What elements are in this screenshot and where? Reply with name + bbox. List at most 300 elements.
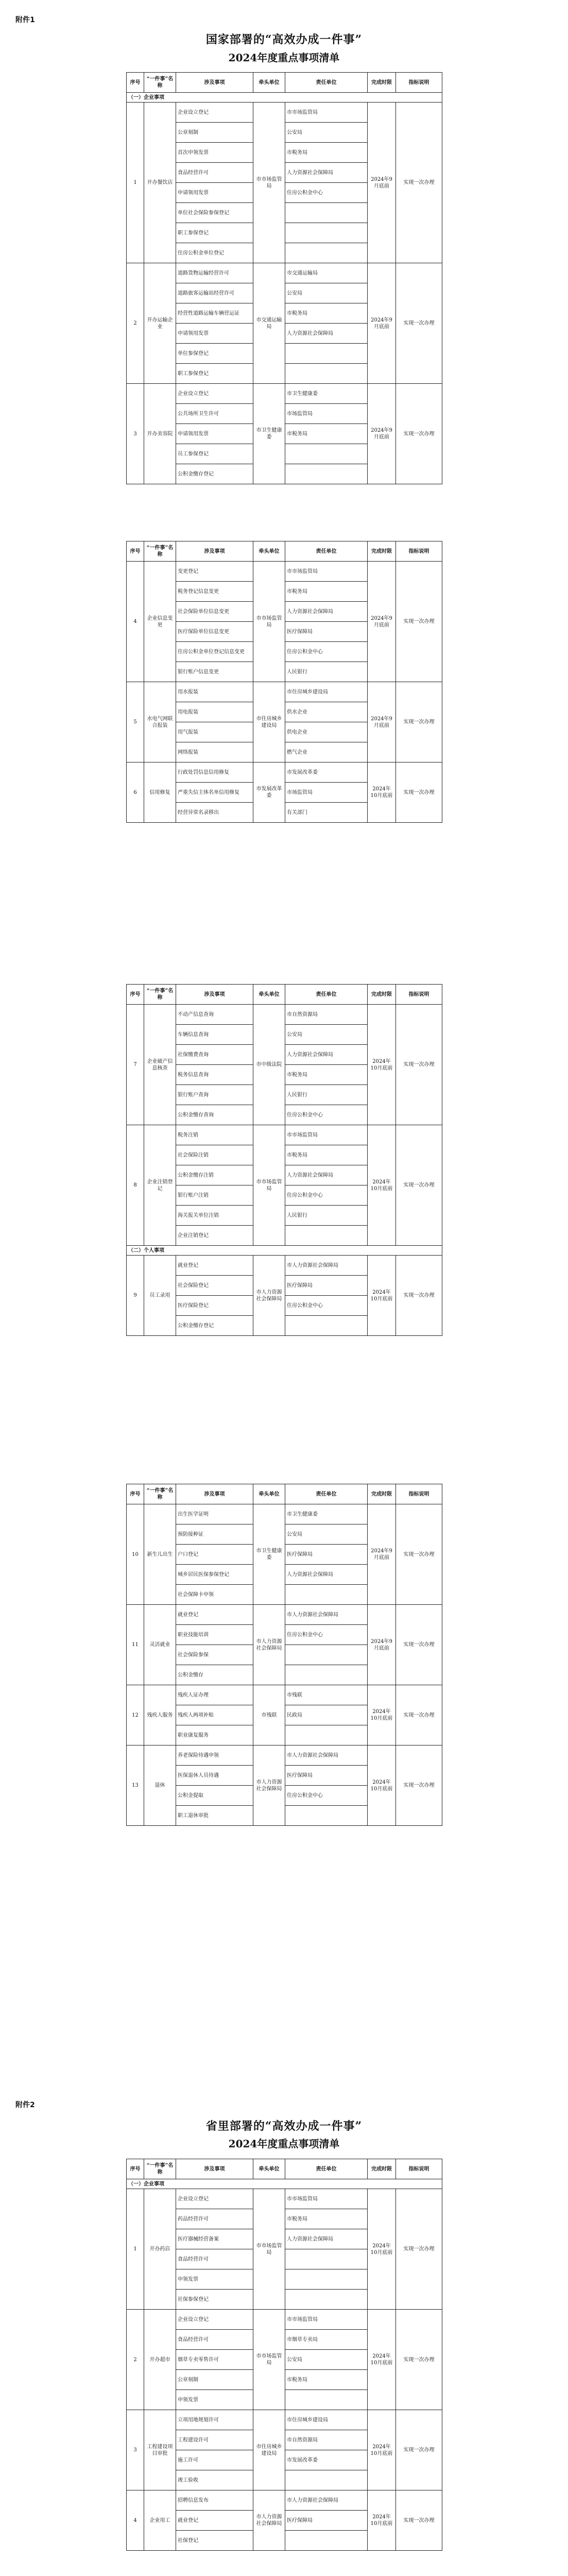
responsible-unit: 市人力资源社会保障局 <box>285 1605 368 1625</box>
column-header: 牵头单位 <box>253 73 285 93</box>
indicator-note: 实现一次办理 <box>396 1005 442 1125</box>
involved-item: 职工参保登记 <box>176 364 253 384</box>
column-header: 指标说明 <box>396 1484 442 1504</box>
indicator-note: 实现一次办理 <box>396 263 442 384</box>
involved-item: 首次申领发票 <box>176 143 253 163</box>
column-header: 序号 <box>127 541 144 562</box>
involved-item: 社保参保登记 <box>176 2290 253 2310</box>
involved-item: 社会保险登记 <box>176 1276 253 1296</box>
row-number: 4 <box>127 2490 144 2551</box>
responsible-unit: 市市场监管局 <box>285 103 368 123</box>
responsible-unit: 公安局 <box>285 1524 368 1545</box>
involved-item: 残疾人两项补贴 <box>176 1705 253 1725</box>
indicator-note: 实现一次办理 <box>396 2310 442 2410</box>
involved-item: 企业设立登记 <box>176 2189 253 2209</box>
lead-unit: 市市场监管局 <box>253 2189 285 2310</box>
table-row <box>127 2410 442 2430</box>
table-row <box>127 2490 442 2511</box>
lead-unit: 市市场监管局 <box>253 562 285 682</box>
involved-item: 企业设立登记 <box>176 103 253 123</box>
deadline: 2024年10月底前 <box>368 1745 396 1826</box>
involved-item: 就业登记 <box>176 1256 253 1276</box>
involved-item: 银行账户信息变更 <box>176 662 253 682</box>
header-row <box>127 541 442 562</box>
responsible-unit: 市场监管局 <box>285 783 368 803</box>
responsible-unit: 市市场监管局 <box>285 2310 368 2330</box>
involved-item: 食品经营许可 <box>176 163 253 183</box>
responsible-unit: 燃气企业 <box>285 742 368 762</box>
column-header: 涉及事项 <box>176 2159 253 2179</box>
column-header: 完成时限 <box>368 1484 396 1504</box>
indicator-note: 实现一次办理 <box>396 1745 442 1826</box>
responsible-unit: 人民银行 <box>285 1085 368 1105</box>
involved-item: 申请领用发票 <box>176 424 253 444</box>
involved-item: 招聘信息发布 <box>176 2490 253 2511</box>
row-number: 6 <box>127 762 144 823</box>
involved-item: 税务注销 <box>176 1125 253 1145</box>
responsible-unit: 市自然资源局 <box>285 1005 368 1025</box>
responsible-unit: 公安局 <box>285 1025 368 1045</box>
indicator-note: 实现一次办理 <box>396 762 442 823</box>
responsible-unit: 人力资源社会保障局 <box>285 2229 368 2249</box>
row-number: 8 <box>127 1125 144 1246</box>
attachment-1-table-part-1 <box>126 72 442 484</box>
responsible-unit-empty <box>285 1806 368 1826</box>
involved-item: 药品经营许可 <box>176 2209 253 2229</box>
lead-unit: 市中级法院 <box>253 1005 285 1125</box>
attachment-1-table-part-4 <box>126 1484 442 1826</box>
indicator-note: 实现一次办理 <box>396 1125 442 1246</box>
involved-item: 行政处罚信息信用修复 <box>176 762 253 783</box>
involved-item: 职工退休审批 <box>176 1806 253 1826</box>
responsible-unit: 市住房城乡建设局 <box>285 2410 368 2430</box>
involved-item: 公章刻制 <box>176 123 253 143</box>
responsible-unit: 医疗保障局 <box>285 1766 368 1786</box>
responsible-unit: 市残联 <box>285 1685 368 1705</box>
lead-unit: 市市场监管局 <box>253 2310 285 2410</box>
deadline: 2024年10月底前 <box>368 1685 396 1745</box>
column-header: 涉及事项 <box>176 985 253 1005</box>
involved-item: 企业注销登记 <box>176 1226 253 1246</box>
indicator-note: 实现一次办理 <box>396 1256 442 1336</box>
involved-item: 道路货物运输经营许可 <box>176 263 253 283</box>
column-header: 牵头单位 <box>253 541 285 562</box>
involved-item: 住房公积金单位登记 <box>176 243 253 263</box>
deadline: 2024年10月底前 <box>368 1005 396 1125</box>
involved-item: 医疗器械经营备案 <box>176 2229 253 2249</box>
involved-item: 医保退休人员待遇 <box>176 1766 253 1786</box>
involved-item: 职业技能培训 <box>176 1625 253 1645</box>
table-row <box>127 2189 442 2209</box>
responsible-unit: 人力资源社会保障局 <box>285 1165 368 1185</box>
responsible-unit: 公安局 <box>285 283 368 303</box>
column-header: “一件事”名称 <box>144 541 176 562</box>
row-number: 11 <box>127 1605 144 1685</box>
responsible-unit-empty <box>285 1316 368 1336</box>
responsible-unit: 人力资源社会保障局 <box>285 1045 368 1065</box>
responsible-unit-empty <box>285 1665 368 1685</box>
row-number: 1 <box>127 2189 144 2310</box>
responsible-unit-empty <box>285 223 368 243</box>
responsible-unit: 有关部门 <box>285 803 368 823</box>
involved-item: 企业设立登记 <box>176 2310 253 2330</box>
responsible-unit: 市发展改革委 <box>285 2450 368 2470</box>
involved-item: 公章刻制 <box>176 2370 253 2390</box>
row-number: 1 <box>127 103 144 263</box>
responsible-unit-empty <box>285 464 368 484</box>
involved-item: 工程建设许可 <box>176 2430 253 2450</box>
involved-item: 企业设立登记 <box>176 384 253 404</box>
responsible-unit-empty <box>285 2531 368 2551</box>
indicator-note: 实现一次办理 <box>396 2189 442 2310</box>
involved-item: 公积金缴存注销 <box>176 1165 253 1185</box>
responsible-unit: 市税务局 <box>285 424 368 444</box>
matter-name: 开办餐饮店 <box>144 103 176 263</box>
column-header: “一件事”名称 <box>144 2159 176 2179</box>
table-row <box>127 1504 442 1524</box>
table-row <box>127 1605 442 1625</box>
responsible-unit: 市人力资源社会保障局 <box>285 2490 368 2511</box>
table-row <box>127 562 442 582</box>
column-header: “一件事”名称 <box>144 985 176 1005</box>
involved-item: 社保登记 <box>176 2531 253 2551</box>
row-number: 4 <box>127 562 144 682</box>
responsible-unit: 市人力资源社会保障局 <box>285 1256 368 1276</box>
table-row <box>127 263 442 283</box>
column-header: “一件事”名称 <box>144 73 176 93</box>
table-page-2 <box>126 541 442 823</box>
row-number: 12 <box>127 1685 144 1745</box>
table-page-1 <box>126 72 442 484</box>
column-header: 指标说明 <box>396 985 442 1005</box>
involved-item: 用电报装 <box>176 702 253 722</box>
row-number: 13 <box>127 1745 144 1826</box>
row-number: 9 <box>127 1256 144 1336</box>
column-header: 序号 <box>127 1484 144 1504</box>
table-row <box>127 682 442 702</box>
responsible-unit: 住房公积金中心 <box>285 183 368 203</box>
indicator-note: 实现一次办理 <box>396 2410 442 2490</box>
header-row <box>127 2159 442 2179</box>
lead-unit: 市卫生健康委 <box>253 1504 285 1605</box>
responsible-unit-empty <box>285 2390 368 2410</box>
section-heading: （一）企业事项 <box>127 93 442 103</box>
involved-item: 严重失信主体名单信用修复 <box>176 783 253 803</box>
matter-name: 员工录用 <box>144 1256 176 1336</box>
deadline: 2024年9月底前 <box>368 562 396 682</box>
deadline: 2024年10月底前 <box>368 2310 396 2410</box>
table-row <box>127 1745 442 1766</box>
indicator-note: 实现一次办理 <box>396 1504 442 1605</box>
table-page-3 <box>126 984 442 1336</box>
responsible-unit: 市税务局 <box>285 2370 368 2390</box>
involved-item: 就业登记 <box>176 2511 253 2531</box>
involved-item: 社保缴费查询 <box>176 1045 253 1065</box>
table-row <box>127 762 442 783</box>
responsible-unit: 市税务局 <box>285 303 368 324</box>
responsible-unit: 人民银行 <box>285 1206 368 1226</box>
responsible-unit-empty <box>285 203 368 223</box>
involved-item: 用气报装 <box>176 722 253 742</box>
table-row <box>127 103 442 123</box>
section-heading: （一）企业事项 <box>127 2179 442 2189</box>
column-header: 序号 <box>127 2159 144 2179</box>
responsible-unit-empty <box>285 364 368 384</box>
column-header: 责任单位 <box>285 541 368 562</box>
row-number: 5 <box>127 682 144 762</box>
attachment-2-subtitle: 2024年度重点事项清单 <box>228 2138 340 2150</box>
responsible-unit: 住房公积金中心 <box>285 1105 368 1125</box>
column-header: “一件事”名称 <box>144 1484 176 1504</box>
lead-unit: 市住房城乡建设局 <box>253 2410 285 2490</box>
involved-item: 职工参保登记 <box>176 223 253 243</box>
involved-item: 公积金缴存查询 <box>176 1105 253 1125</box>
responsible-unit: 人力资源社会保障局 <box>285 1565 368 1585</box>
matter-name: 开办运输企业 <box>144 263 176 384</box>
responsible-unit: 市卫生健康委 <box>285 1504 368 1524</box>
responsible-unit: 公安局 <box>285 123 368 143</box>
involved-item: 养老保险待遇申领 <box>176 1745 253 1766</box>
row-number: 3 <box>127 384 144 484</box>
involved-item: 单位参保登记 <box>176 344 253 364</box>
involved-item: 经营性道路运输车辆营运证 <box>176 303 253 324</box>
involved-item: 社会保险单位信息变更 <box>176 602 253 622</box>
column-header: 涉及事项 <box>176 541 253 562</box>
table-row <box>127 1256 442 1276</box>
responsible-unit: 市税务局 <box>285 582 368 602</box>
responsible-unit: 市自然资源局 <box>285 2430 368 2450</box>
column-header: 责任单位 <box>285 1484 368 1504</box>
section-row <box>127 2179 442 2189</box>
responsible-unit: 住房公积金中心 <box>285 1296 368 1316</box>
matter-name: 新生儿出生 <box>144 1504 176 1605</box>
responsible-unit: 市场监管局 <box>285 404 368 424</box>
indicator-note: 实现一次办理 <box>396 2490 442 2551</box>
responsible-unit-empty <box>285 444 368 464</box>
lead-unit: 市人力资源社会保障局 <box>253 1605 285 1685</box>
header-row <box>127 1484 442 1504</box>
column-header: 牵头单位 <box>253 985 285 1005</box>
responsible-unit: 公安局 <box>285 2350 368 2370</box>
responsible-unit-empty <box>285 2249 368 2269</box>
involved-item: 城乡居民医保参保登记 <box>176 1565 253 1585</box>
deadline: 2024年9月底前 <box>368 1605 396 1685</box>
table-row <box>127 384 442 404</box>
involved-item: 食品经营许可 <box>176 2330 253 2350</box>
indicator-note: 实现一次办理 <box>396 682 442 762</box>
table-row <box>127 1685 442 1705</box>
responsible-unit: 市交通运输局 <box>285 263 368 283</box>
responsible-unit-empty <box>285 243 368 263</box>
attachment-1-table-part-2 <box>126 541 442 823</box>
responsible-unit-empty <box>285 2290 368 2310</box>
responsible-unit: 供水企业 <box>285 702 368 722</box>
column-header: 涉及事项 <box>176 73 253 93</box>
deadline: 2024年9月底前 <box>368 682 396 762</box>
matter-name: 退休 <box>144 1745 176 1826</box>
attachment-2-label: 附件2 <box>15 2101 35 2109</box>
column-header: 完成时限 <box>368 985 396 1005</box>
involved-item: 税务登记信息变更 <box>176 582 253 602</box>
row-number: 2 <box>127 263 144 384</box>
responsible-unit: 市市场监管局 <box>285 2189 368 2209</box>
indicator-note: 实现一次办理 <box>396 1605 442 1685</box>
involved-item: 申领发票 <box>176 2269 253 2290</box>
involved-item: 不动产信息查询 <box>176 1005 253 1025</box>
responsible-unit-empty <box>285 2269 368 2290</box>
column-header: 完成时限 <box>368 541 396 562</box>
involved-item: 出生医学证明 <box>176 1504 253 1524</box>
column-header: 牵头单位 <box>253 2159 285 2179</box>
involved-item: 残疾人证办理 <box>176 1685 253 1705</box>
involved-item: 银行账户查询 <box>176 1085 253 1105</box>
matter-name: 企业信息变更 <box>144 562 176 682</box>
involved-item: 医疗保险登记 <box>176 1296 253 1316</box>
responsible-unit: 住房公积金中心 <box>285 1786 368 1806</box>
lead-unit: 市人力资源社会保障局 <box>253 1256 285 1336</box>
table-page-5 <box>126 2159 442 2551</box>
row-number: 2 <box>127 2310 144 2410</box>
indicator-note: 实现一次办理 <box>396 103 442 263</box>
involved-item: 社会保障卡申领 <box>176 1585 253 1605</box>
involved-item: 社会保险参保 <box>176 1645 253 1665</box>
involved-item: 公积金提取 <box>176 1786 253 1806</box>
involved-item: 银行账户注销 <box>176 1185 253 1206</box>
column-header: 责任单位 <box>285 73 368 93</box>
involved-item: 申请领用发票 <box>176 183 253 203</box>
column-header: 指标说明 <box>396 541 442 562</box>
involved-item: 海关报关单位注销 <box>176 1206 253 1226</box>
matter-name: 信用修复 <box>144 762 176 823</box>
responsible-unit-empty <box>285 1585 368 1605</box>
matter-name: 灵活就业 <box>144 1605 176 1685</box>
responsible-unit: 市税务局 <box>285 143 368 163</box>
responsible-unit: 供电企业 <box>285 722 368 742</box>
lead-unit: 市市场监管局 <box>253 1125 285 1246</box>
matter-name: 工程建设项目审批 <box>144 2410 176 2490</box>
indicator-note: 实现一次办理 <box>396 384 442 484</box>
responsible-unit: 市烟草专卖局 <box>285 2330 368 2350</box>
responsible-unit: 住房公积金中心 <box>285 1185 368 1206</box>
responsible-unit: 民政局 <box>285 1705 368 1725</box>
involved-item: 公共场所卫生许可 <box>176 404 253 424</box>
deadline: 2024年10月底前 <box>368 2410 396 2490</box>
matter-name: 开办美容院 <box>144 384 176 484</box>
responsible-unit-empty <box>285 344 368 364</box>
involved-item: 竣工验收 <box>176 2470 253 2490</box>
deadline: 2024年10月底前 <box>368 762 396 823</box>
header-row <box>127 985 442 1005</box>
involved-item: 社会保险注销 <box>176 1145 253 1165</box>
responsible-unit-empty <box>285 1725 368 1745</box>
responsible-unit: 人力资源社会保障局 <box>285 163 368 183</box>
column-header: 序号 <box>127 985 144 1005</box>
responsible-unit: 医疗保障局 <box>285 2511 368 2531</box>
indicator-note: 实现一次办理 <box>396 1685 442 1745</box>
row-number: 10 <box>127 1504 144 1605</box>
table-row <box>127 2310 442 2330</box>
responsible-unit: 人力资源社会保障局 <box>285 324 368 344</box>
responsible-unit: 市发展改革委 <box>285 762 368 783</box>
involved-item: 员工参保登记 <box>176 444 253 464</box>
responsible-unit: 人民银行 <box>285 662 368 682</box>
involved-item: 就业登记 <box>176 1605 253 1625</box>
involved-item: 公积金缴存登记 <box>176 1316 253 1336</box>
column-header: 序号 <box>127 73 144 93</box>
responsible-unit: 市市场监管局 <box>285 562 368 582</box>
deadline: 2024年10月底前 <box>368 1256 396 1336</box>
responsible-unit: 市税务局 <box>285 1145 368 1165</box>
matter-name: 企业用工 <box>144 2490 176 2551</box>
responsible-unit: 市税务局 <box>285 1065 368 1085</box>
column-header: 指标说明 <box>396 2159 442 2179</box>
column-header: 牵头单位 <box>253 1484 285 1504</box>
section-row <box>127 1246 442 1256</box>
lead-unit: 市残联 <box>253 1685 285 1745</box>
column-header: 指标说明 <box>396 73 442 93</box>
involved-item: 施工许可 <box>176 2450 253 2470</box>
table-row <box>127 1005 442 1025</box>
responsible-unit: 市人力资源社会保障局 <box>285 1745 368 1766</box>
involved-item: 网络报装 <box>176 742 253 762</box>
involved-item: 预防接种证 <box>176 1524 253 1545</box>
column-header: 完成时限 <box>368 2159 396 2179</box>
section-heading: （二）个人事项 <box>127 1246 442 1256</box>
lead-unit: 市人力资源社会保障局 <box>253 2490 285 2551</box>
responsible-unit: 市住房城乡建设局 <box>285 682 368 702</box>
responsible-unit: 医疗保障局 <box>285 622 368 642</box>
attachment-1-subtitle: 2024年度重点事项清单 <box>228 52 340 64</box>
involved-item: 申领发票 <box>176 2390 253 2410</box>
column-header: 完成时限 <box>368 73 396 93</box>
attachment-2-title: 省里部署的“高效办成一件事” <box>205 2120 363 2133</box>
column-header: 责任单位 <box>285 985 368 1005</box>
matter-name: 开办药店 <box>144 2189 176 2310</box>
lead-unit: 市交通运输局 <box>253 263 285 384</box>
responsible-unit: 住房公积金中心 <box>285 1625 368 1645</box>
deadline: 2024年9月底前 <box>368 384 396 484</box>
responsible-unit: 医疗保障局 <box>285 1276 368 1296</box>
involved-item: 医疗保险单位信息变更 <box>176 622 253 642</box>
responsible-unit-empty <box>285 1645 368 1665</box>
responsible-unit: 医疗保障局 <box>285 1545 368 1565</box>
header-row <box>127 73 442 93</box>
matter-name: 残疾人服务 <box>144 1685 176 1745</box>
lead-unit: 市市场监管局 <box>253 103 285 263</box>
lead-unit: 市卫生健康委 <box>253 384 285 484</box>
lead-unit: 市发展改革委 <box>253 762 285 823</box>
involved-item: 车辆信息查询 <box>176 1025 253 1045</box>
attachment-1-title: 国家部署的“高效办成一件事” <box>205 33 363 46</box>
involved-item: 税务信息查询 <box>176 1065 253 1085</box>
responsible-unit: 住房公积金中心 <box>285 642 368 662</box>
matter-name: 开办超市 <box>144 2310 176 2410</box>
lead-unit: 市人力资源社会保障局 <box>253 1745 285 1826</box>
table-page-4 <box>126 1484 442 1826</box>
section-row <box>127 93 442 103</box>
involved-item: 立项用地规划许可 <box>176 2410 253 2430</box>
involved-item: 烟草专卖零售许可 <box>176 2350 253 2370</box>
involved-item: 申请领用发票 <box>176 324 253 344</box>
involved-item: 公积金缴存登记 <box>176 464 253 484</box>
matter-name: 企业破产信息核查 <box>144 1005 176 1125</box>
involved-item: 用水报装 <box>176 682 253 702</box>
involved-item: 经营异常名录移出 <box>176 803 253 823</box>
row-number: 7 <box>127 1005 144 1125</box>
involved-item: 道路旅客运输站经营许可 <box>176 283 253 303</box>
involved-item: 单位社会保险参保登记 <box>176 203 253 223</box>
deadline: 2024年9月底前 <box>368 1504 396 1605</box>
